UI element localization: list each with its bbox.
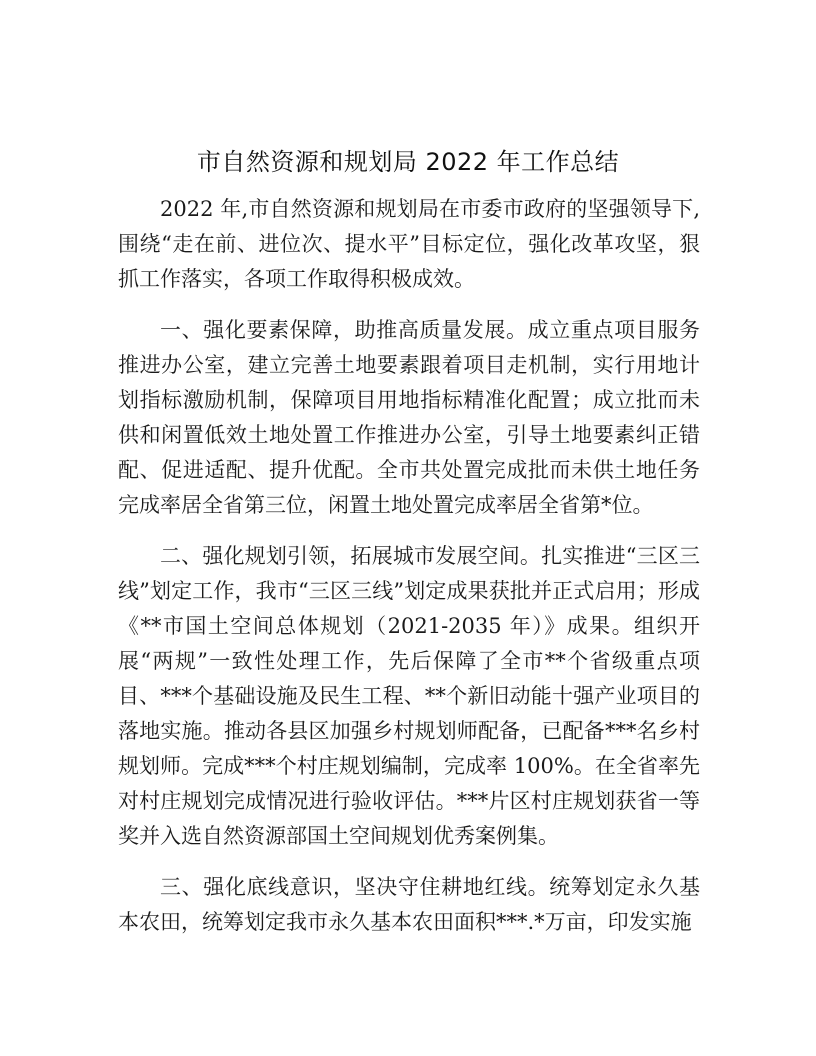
paragraph-section-1: 一、强化要素保障，助推高质量发展。成立重点项目服务推进办公室，建立完善土地要素跟着项目走机制，实行用地计划指标激励机制，保障项目用地指标精准化配置；成立批而未供和闲置低效土地处置工作推进办公室，引导土地要素纠正错配、促进适配、提升优配。全市共处置完成批而未供土地任务完成率居全省第三位，闲置土地处置完成率居全省第*位。 bbox=[118, 318, 700, 517]
document-title: 市自然资源和规划局 2022 年工作总结 bbox=[196, 148, 620, 176]
paragraph-section-3: 三、强化底线意识，坚决守住耕地红线。统筹划定永久基本农田，统筹划定我市永久基本农田面积***.*万亩，印发实施 bbox=[118, 875, 700, 934]
paragraph-intro: 2022 年,市自然资源和规划局在市委市政府的坚强领导下,围绕“走在前、进位次、提水平”目标定位，强化改革攻坚，狠抓工作落实，各项工作取得积极成效。 bbox=[118, 197, 700, 291]
paragraph-section-2: 二、强化规划引领，拓展城市发展空间。扎实推进“三区三线”划定工作，我市“三区三线”划定成果获批并正式启用；形成《**市国土空间总体规划（2021-2035 年）》成果。组织开展“两规”一致性处理工作，先后保障了全市**个省级重点项目、***个基础设施及民生工程、**个新旧动能十强产业项目的落地实施。推动各县区加强乡村规划师配备，已配备***名乡村规划师。完成***个村庄规划编制，完成率 100%。在全省率先对村庄规划完成情况进行验收评估。***片区村庄规划获省一等奖并入选自然资源部国土空间规划优秀案例集。 bbox=[118, 544, 700, 848]
document-body bbox=[118, 192, 700, 956]
